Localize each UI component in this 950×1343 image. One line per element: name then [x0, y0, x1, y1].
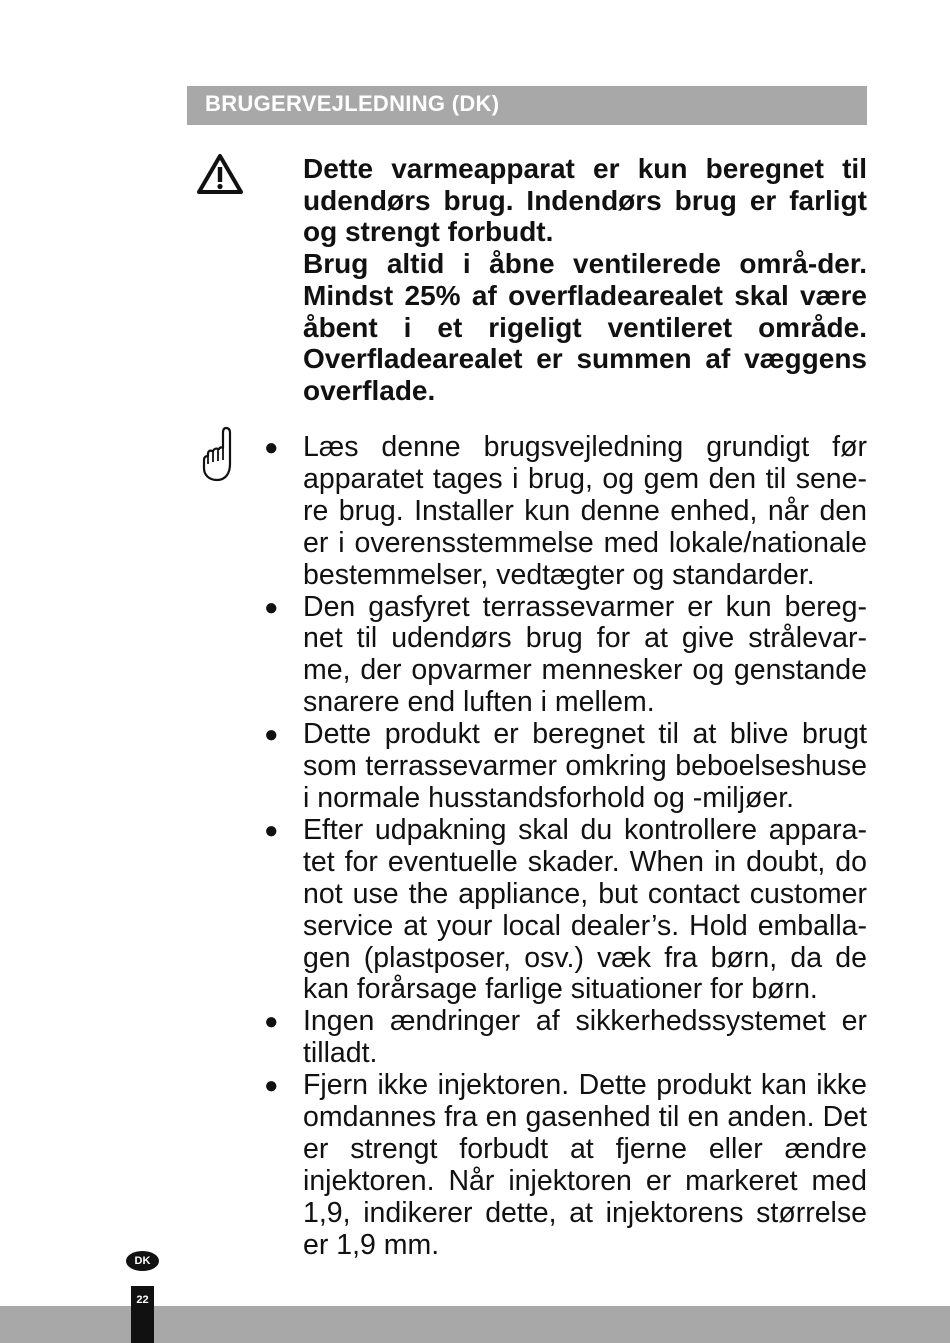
list-item-text: Fjern ikke injektoren. Dette produkt kan ikke omdannes fra en gasenhed til en anden. Det er strengt forbudt at fjerne eller ændre injektoren. Når injektoren er markeret med 1,9, indikerer dette, at injektorens størrelse er 1,9 mm.: [303, 1069, 867, 1261]
bullet-icon: ●: [264, 434, 279, 461]
list-item-text: Den gasfyret terrassevarmer er kun bereg-net til udendørs brug for at give strålevar-me, der opvarmer mennesker og genstande snarere end luften i mellem.: [303, 590, 867, 719]
page-number: 22: [136, 1294, 149, 1306]
bullet-icon: ●: [264, 1072, 279, 1100]
warning-triangle-icon: [196, 153, 244, 195]
pointing-hand-icon: [199, 424, 235, 484]
warning-paragraph: Dette varmeapparat er kun beregnet til udendørs brug. Indendørs brug er farligt og strengt forbudt.: [303, 153, 867, 248]
list-item-text: Læs denne brugsvejledning grundigt før apparatet tages i brug, og gem den til sene-re brug. Installer kun denne enhed, når den er i overensstemmelse med lokale/nationale bestemmelser, vedtægter og standarder.: [303, 431, 867, 591]
header-bar: [187, 86, 867, 125]
warning-notice: [303, 153, 867, 407]
bullet-icon: ●: [264, 721, 279, 749]
instruction-list: [262, 432, 867, 1262]
warning-paragraph: Brug altid i åbne ventilerede områ-der. Mindst 25% af overfladearealet skal være åbent i et rigeligt ventileret område. Overfladearealet er summen af væggens overflade.: [303, 248, 867, 406]
list-item: [262, 815, 867, 1006]
list-item: [262, 592, 867, 720]
list-item: [262, 432, 867, 592]
list-item-text: Ingen ændringer af sikkerhedssystemet er tilladt.: [303, 1005, 867, 1070]
language-badge: DK: [126, 1251, 159, 1271]
page-title: BRUGERVEJLEDNING (DK): [205, 91, 500, 116]
list-item: [262, 1070, 867, 1261]
list-item-text: Efter udpakning skal du kontrollere appara-tet for eventuelle skader. When in doubt, do not use the appliance, but contact customer service at your local dealer’s. Hold emballa-gen (plastposer, osv.) væk fra børn, da de kan forårsage farlige situationer for børn.: [303, 813, 867, 1006]
list-item-text: Dette produkt er beregnet til at blive brugt som terrassevarmer omkring beboelseshuse i normale husstandsforhold og -miljøer.: [303, 718, 867, 814]
list-item: [262, 719, 867, 815]
bullet-icon: ●: [264, 1008, 279, 1036]
bullet-icon: ●: [264, 816, 279, 844]
page-number-tab: [131, 1286, 154, 1343]
bullet-icon: ●: [264, 593, 279, 621]
list-item: [262, 1006, 867, 1070]
